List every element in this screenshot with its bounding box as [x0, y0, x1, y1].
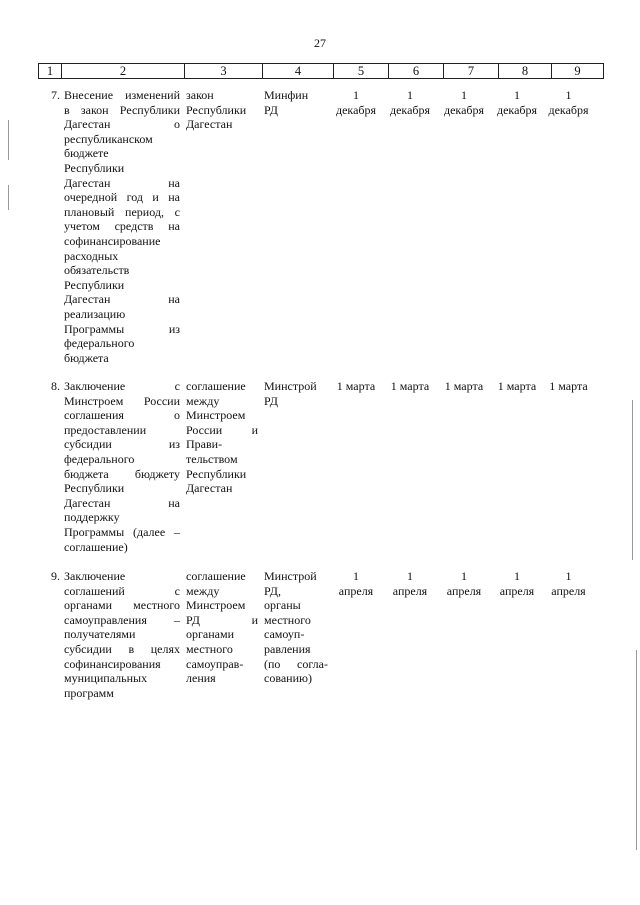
- text-line: органами: [186, 627, 235, 642]
- scan-speck: [636, 650, 637, 850]
- responsible-party: [264, 379, 328, 408]
- measure-name: [64, 569, 180, 700]
- deadline-col-6: 1 апреля: [392, 569, 428, 598]
- deadline-col-9: 1 апреля: [551, 569, 586, 598]
- text-line: России и: [186, 422, 258, 437]
- text-line: Республики: [64, 160, 125, 175]
- text-line: РД: [264, 102, 278, 117]
- measure-name: [64, 379, 180, 554]
- text-line: самоуправ-: [186, 656, 244, 671]
- deadline-col-5: 1 декабря: [335, 88, 377, 117]
- text-line: получателями: [64, 627, 136, 642]
- header-row: [39, 64, 604, 79]
- text-line: (по согла-: [264, 656, 328, 671]
- text-line: федерального: [64, 336, 135, 351]
- text-line: Программы (далее –: [64, 524, 180, 539]
- text-line: Прави-: [186, 437, 223, 452]
- deadline-col-8: 1 декабря: [496, 88, 538, 117]
- text-line: соглашение): [64, 539, 128, 554]
- responsible-party: [264, 88, 328, 117]
- text-line: соглашений с: [64, 583, 180, 598]
- deadline-col-5: 1 апреля: [338, 569, 374, 598]
- text-line: поддержку: [64, 510, 120, 525]
- scan-speck: [632, 400, 633, 560]
- text-line: Заключение с: [64, 379, 180, 393]
- document-type: [186, 88, 258, 132]
- text-line: Республики: [186, 466, 247, 481]
- text-line: обязательств: [64, 263, 130, 278]
- deadline-col-8: 1 апреля: [499, 569, 535, 598]
- text-line: местного: [264, 612, 311, 627]
- deadline-col-9: 1 марта: [549, 379, 588, 393]
- deadline-col-5: 1 марта: [336, 379, 376, 393]
- text-line: местного: [186, 641, 233, 656]
- deadline-col-7: 1 марта: [444, 379, 484, 393]
- text-line: самоуп-: [264, 627, 305, 642]
- deadline-col-6: 1 марта: [390, 379, 430, 393]
- header-col-5: 5: [334, 64, 389, 79]
- page-number: 27: [314, 36, 326, 50]
- text-line: в закон Республики: [64, 102, 180, 117]
- text-line: равления: [264, 641, 311, 656]
- text-line: Минстрой: [264, 569, 317, 583]
- text-line: Дагестан на: [64, 495, 180, 510]
- text-line: софинансирования: [64, 656, 161, 671]
- text-line: Республики: [64, 481, 125, 496]
- text-line: расходных: [64, 248, 119, 263]
- row-number: 9.: [51, 569, 60, 583]
- text-line: РД,: [264, 583, 281, 598]
- text-line: самоуправления –: [64, 612, 180, 627]
- scan-speck: [8, 120, 9, 160]
- header-col-3: 3: [185, 64, 263, 79]
- text-line: органами местного: [64, 598, 180, 613]
- deadline-col-8: 1 марта: [497, 379, 537, 393]
- text-line: Минстрой: [264, 379, 317, 393]
- text-line: муниципальных: [64, 671, 148, 686]
- deadline-col-9: 1 декабря: [548, 88, 589, 117]
- text-line: бюджета бюджету: [64, 466, 180, 481]
- text-line: программ: [64, 685, 114, 700]
- text-line: ления: [186, 671, 216, 686]
- text-line: Дагестан на: [64, 175, 180, 190]
- text-line: бюджета: [64, 350, 109, 365]
- measure-name: [64, 88, 180, 365]
- text-line: бюджете: [64, 146, 109, 161]
- text-line: Программы из: [64, 321, 180, 336]
- row-number: 7.: [51, 88, 60, 102]
- header-col-8: 8: [499, 64, 552, 79]
- document-type: [186, 569, 258, 686]
- text-line: органы: [264, 598, 301, 613]
- text-line: Минстроем: [186, 598, 246, 613]
- text-line: софинансирование: [64, 233, 161, 248]
- text-line: Республики: [64, 277, 125, 292]
- text-line: тельством: [186, 451, 238, 466]
- deadline-col-7: 1 апреля: [446, 569, 482, 598]
- text-line: Дагестан на: [64, 292, 180, 307]
- text-line: республиканском: [64, 131, 153, 146]
- text-line: между: [186, 583, 220, 598]
- text-line: Дагестан: [186, 481, 233, 496]
- deadline-col-6: 1 декабря: [389, 88, 431, 117]
- text-line: учетом средств на: [64, 219, 180, 234]
- scan-speck: [8, 185, 9, 210]
- header-col-6: 6: [389, 64, 444, 79]
- text-line: субсидии из: [64, 437, 180, 452]
- text-line: сованию): [264, 671, 312, 686]
- header-col-7: 7: [444, 64, 499, 79]
- text-line: Минстроем: [186, 408, 246, 423]
- text-line: Заключение: [64, 569, 126, 583]
- text-line: федерального: [64, 451, 135, 466]
- text-line: Дагестан: [186, 117, 233, 132]
- text-line: соглашение: [186, 569, 246, 583]
- text-line: Республики: [186, 102, 247, 117]
- text-line: РД: [264, 393, 278, 408]
- text-line: Внесение изменений: [64, 88, 180, 102]
- text-line: плановый период, с: [64, 204, 180, 219]
- text-line: Дагестан о: [64, 117, 180, 132]
- text-line: реализацию: [64, 306, 126, 321]
- text-line: закон: [186, 88, 214, 102]
- text-line: РД и: [186, 612, 258, 627]
- text-line: между: [186, 393, 220, 408]
- header-col-4: 4: [263, 64, 334, 79]
- text-line: соглашение: [186, 379, 246, 393]
- header-col-2: 2: [62, 64, 185, 79]
- column-number-header: [38, 63, 604, 79]
- text-line: предоставлении: [64, 422, 147, 437]
- row-number: 8.: [51, 379, 60, 393]
- header-col-1: 1: [39, 64, 62, 79]
- text-line: соглашения о: [64, 408, 180, 423]
- responsible-party: [264, 569, 328, 686]
- document-type: [186, 379, 258, 496]
- text-line: субсидии в целях: [64, 641, 180, 656]
- deadline-col-7: 1 декабря: [443, 88, 485, 117]
- header-col-9: 9: [552, 64, 604, 79]
- text-line: Минфин: [264, 88, 309, 102]
- text-line: очередной год и на: [64, 190, 180, 205]
- text-line: Минстроем России: [64, 393, 180, 408]
